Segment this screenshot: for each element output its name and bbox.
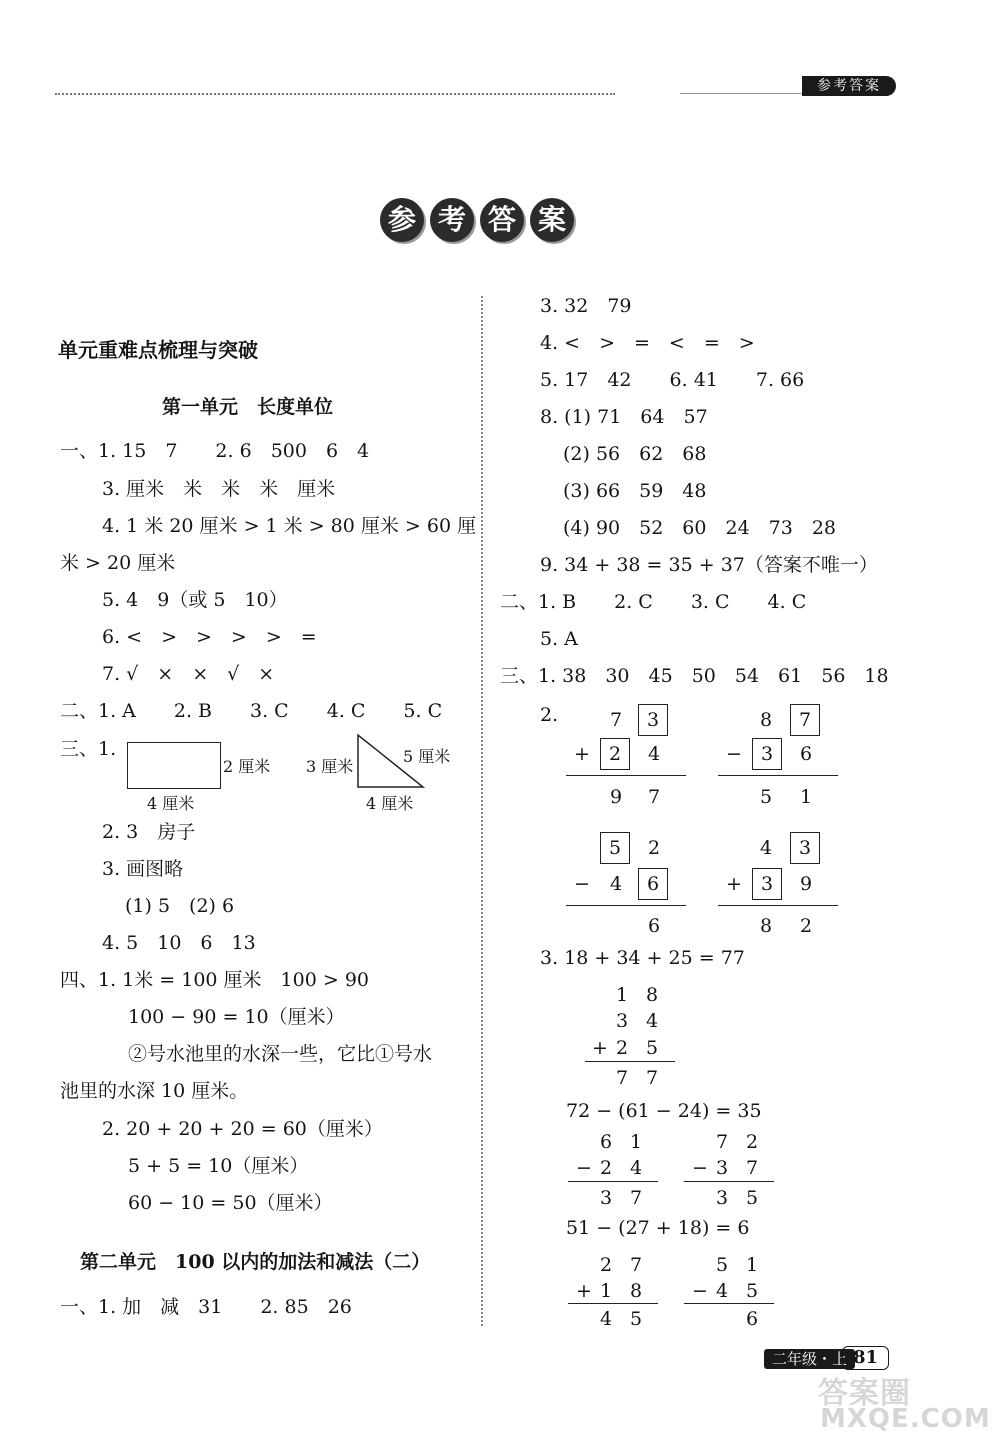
answer-line: 池里的水深 10 厘米。 <box>60 1080 249 1102</box>
digit: 3 <box>599 1187 613 1209</box>
answer-line: 6. < > > > > = <box>102 626 317 648</box>
header-rule-right <box>680 93 805 94</box>
digit: 8 <box>759 709 773 731</box>
equation: 51 − (27 + 18) = 6 <box>566 1217 750 1239</box>
answer-line: 4. 5 10 6 13 <box>102 932 256 954</box>
digit: 7 <box>647 786 661 808</box>
digit: 2 <box>799 915 813 937</box>
digit: 4 <box>647 743 661 765</box>
page-number: 81 <box>842 1346 889 1370</box>
equation: 72 − (61 − 24) = 35 <box>566 1100 762 1122</box>
answer-line: 5. 17 42 6. 41 7. 66 <box>540 369 805 391</box>
answer-line: (1) 5 (2) 6 <box>125 895 235 917</box>
page-title <box>380 198 574 242</box>
digit: 9 <box>799 873 813 895</box>
unit2-title: 第二单元 100 以内的加法和减法（二） <box>80 1251 431 1273</box>
digit: 3 <box>715 1187 729 1209</box>
digit: 4 <box>759 837 773 859</box>
answer-line: 四、1. 1米 = 100 厘米 100 > 90 <box>60 969 370 991</box>
digit: 6 <box>799 743 813 765</box>
shape-label: 5 厘米 <box>403 747 451 766</box>
answer-box: 3 <box>752 868 782 900</box>
operator: − <box>726 743 742 765</box>
unit1-title: 第一单元 长度单位 <box>162 396 334 418</box>
operator: − <box>576 1157 592 1179</box>
digit: 2 <box>745 1131 759 1153</box>
rectangle-shape <box>127 742 221 789</box>
answer-box: 2 <box>600 738 630 770</box>
digit: 9 <box>609 786 623 808</box>
answer-line: ②号水池里的水深一些，它比①号水 <box>128 1043 433 1065</box>
sum-line <box>718 905 838 906</box>
answer-box: 3 <box>752 738 782 770</box>
digit: 8 <box>645 984 659 1006</box>
digit: 7 <box>645 1067 659 1089</box>
question-label: 2. <box>540 704 559 726</box>
answer-line: 二、1. A 2. B 3. C 4. C 5. C <box>60 700 443 722</box>
answer-line: 100 − 90 = 10（厘米） <box>128 1006 345 1028</box>
operator: − <box>692 1157 708 1179</box>
answer-line: 3. 画图略 <box>102 858 184 880</box>
answer-line: 二、1. B 2. C 3. C 4. C <box>500 591 807 613</box>
equation: 3. 18 + 34 + 25 = 77 <box>540 947 745 969</box>
digit: 4 <box>715 1280 729 1302</box>
digit: 2 <box>615 1037 629 1059</box>
title-char: 参 <box>380 198 424 242</box>
answer-line: (3) 66 59 48 <box>563 480 707 502</box>
shape-label: 4 厘米 <box>366 794 414 813</box>
sum-line <box>684 1181 774 1182</box>
digit: 4 <box>629 1157 643 1179</box>
answer-line: 7. √ × × √ × <box>102 663 275 685</box>
digit: 7 <box>609 709 623 731</box>
answer-line: (4) 90 52 60 24 73 28 <box>563 517 837 539</box>
answer-box: 7 <box>790 704 820 736</box>
digit: 6 <box>599 1131 613 1153</box>
sum-line <box>568 1303 658 1304</box>
question-label: 三、1. <box>60 738 117 760</box>
title-char: 考 <box>430 198 474 242</box>
digit: 1 <box>599 1280 613 1302</box>
answer-line: 一、1. 15 7 2. 6 500 6 4 <box>60 440 370 462</box>
watermark-url: MXQE.COM <box>820 1404 991 1434</box>
section-heading: 单元重难点梳理与突破 <box>58 338 258 362</box>
answer-line: 3. 厘米 米 米 米 厘米 <box>102 478 336 500</box>
operator: + <box>592 1037 608 1059</box>
digit: 4 <box>609 873 623 895</box>
operator: + <box>574 743 590 765</box>
answer-line: 米 > 20 厘米 <box>60 552 176 574</box>
digit: 8 <box>759 915 773 937</box>
digit: 6 <box>745 1308 759 1330</box>
answer-line: 2. 3 房子 <box>102 821 196 843</box>
sum-line <box>718 775 838 776</box>
answer-line: 2. 20 + 20 + 20 = 60（厘米） <box>102 1118 383 1140</box>
digit: 7 <box>715 1131 729 1153</box>
sum-line <box>568 1181 658 1182</box>
digit: 8 <box>629 1280 643 1302</box>
answer-box: 6 <box>638 868 668 900</box>
header-tag: 参考答案 <box>802 76 896 96</box>
digit: 1 <box>629 1131 643 1153</box>
answer-line: 4. < > = < = > <box>540 332 755 354</box>
title-char: 答 <box>480 198 524 242</box>
digit: 5 <box>629 1308 643 1330</box>
answer-line: 三、1. 38 30 45 50 54 61 56 18 <box>500 665 889 687</box>
answer-box: 5 <box>600 832 630 864</box>
answer-line: 3. 32 79 <box>540 295 632 317</box>
digit: 1 <box>745 1254 759 1276</box>
digit: 2 <box>599 1157 613 1179</box>
digit: 6 <box>647 915 661 937</box>
digit: 7 <box>629 1187 643 1209</box>
digit: 7 <box>745 1157 759 1179</box>
operator: − <box>574 873 590 895</box>
column-divider <box>481 296 483 1326</box>
digit: 1 <box>799 786 813 808</box>
digit: 5 <box>645 1037 659 1059</box>
sum-line <box>566 775 686 776</box>
sum-line <box>566 905 686 906</box>
shape-label: 3 厘米 <box>306 757 354 776</box>
grade-badge: 二年级・上 <box>764 1349 855 1369</box>
answer-line: 5. 4 9（或 5 10） <box>102 589 288 611</box>
digit: 5 <box>745 1187 759 1209</box>
digit: 2 <box>599 1254 613 1276</box>
answer-line: 一、1. 加 减 31 2. 85 26 <box>60 1296 352 1318</box>
operator: + <box>726 873 742 895</box>
digit: 3 <box>615 1010 629 1032</box>
digit: 1 <box>615 984 629 1006</box>
answer-line: 5. A <box>540 628 578 650</box>
digit: 5 <box>745 1280 759 1302</box>
answer-line: 5 + 5 = 10（厘米） <box>128 1155 309 1177</box>
answer-line: 9. 34 + 38 = 35 + 37（答案不唯一） <box>540 554 878 576</box>
digit: 5 <box>759 786 773 808</box>
answer-line: 4. 1 米 20 厘米 > 1 米 > 80 厘米 > 60 厘 <box>102 515 477 537</box>
sum-line <box>684 1303 774 1304</box>
watermark-logo: 答案圈 <box>818 1376 911 1411</box>
digit: 7 <box>629 1254 643 1276</box>
operator: − <box>692 1280 708 1302</box>
answer-line: 60 − 10 = 50（厘米） <box>128 1192 333 1214</box>
answer-line: (2) 56 62 68 <box>563 443 707 465</box>
shape-label: 4 厘米 <box>147 794 195 813</box>
answer-line: 8. (1) 71 64 57 <box>540 406 708 428</box>
header-rule <box>55 93 615 95</box>
digit: 7 <box>615 1067 629 1089</box>
digit: 2 <box>647 837 661 859</box>
digit: 5 <box>715 1254 729 1276</box>
digit: 3 <box>715 1157 729 1179</box>
answer-box: 3 <box>790 832 820 864</box>
answer-box: 3 <box>638 704 668 736</box>
digit: 4 <box>645 1010 659 1032</box>
title-char: 案 <box>530 198 574 242</box>
sum-line <box>585 1061 675 1062</box>
shape-label: 2 厘米 <box>223 757 271 776</box>
operator: + <box>576 1280 592 1302</box>
digit: 4 <box>599 1308 613 1330</box>
